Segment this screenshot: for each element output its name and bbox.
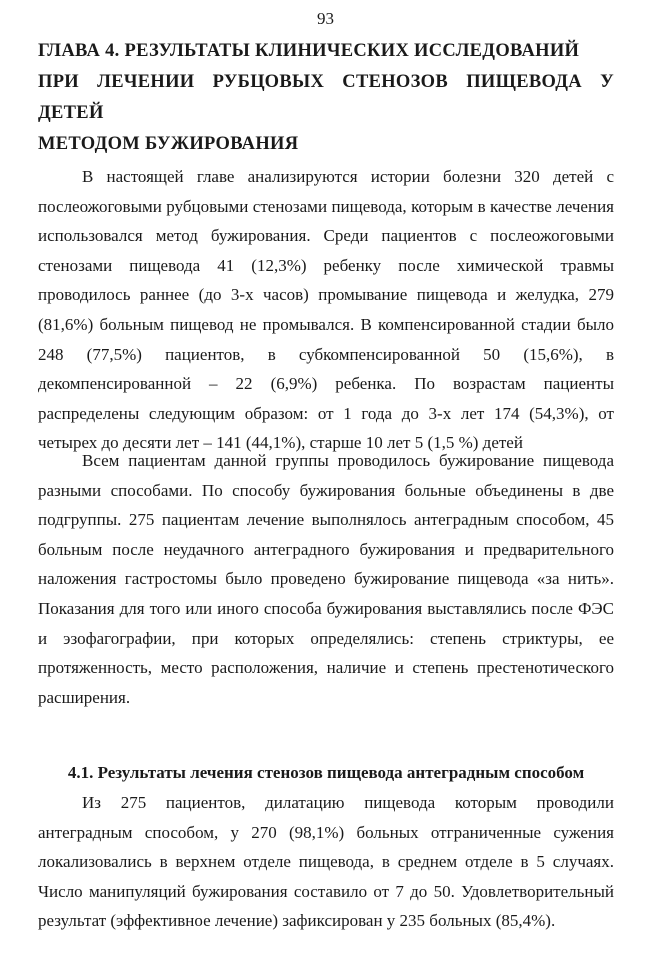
methods-text-block: [38, 446, 614, 712]
paragraph-intro: В настоящей главе анализируются истории болезни 320 детей с послеожоговыми рубцовыми стенозами пищевода, которым в качестве лечения использовался метод бужирования. Среди пациентов с послеожоговыми стенозами пищевода 41 (12,3%) ребенку после химической травмы проводилось раннее (до 3-х часов) промывание пищевода и желудка, 279 (81,6%) больным пищевод не промывался. В компенсированной стадии было 248 (77,5%) пациентов, в субкомпенсированной 50 (15,6%), в декомпенсированной – 22 (6,9%) ребенка. По возрастам пациенты распределены следующим образом: от 1 года до 3-х лет 174 (54,3%), от четырех до десяти лет – 141 (44,1%), старше 10 лет 5 (1,5 %) детей: [38, 167, 614, 453]
page-number: 93: [317, 9, 334, 28]
chapter-title-line-1: ГЛАВА 4. РЕЗУЛЬТАТЫ КЛИНИЧЕСКИХ ИССЛЕДОВАНИЙ: [38, 41, 580, 61]
intro-text-block: [38, 162, 614, 458]
section-text-block: [38, 788, 614, 936]
chapter-title-line-3: МЕТОДОМ БУЖИРОВАНИЯ: [38, 134, 299, 154]
chapter-title-line-2: ПРИ ЛЕЧЕНИИ РУБЦОВЫХ СТЕНОЗОВ ПИЩЕВОДА У ДЕТЕЙ: [38, 72, 614, 123]
section-heading: 4.1. Результаты лечения стенозов пищевода антеградным способом: [67, 763, 585, 782]
paragraph-section-results: Из 275 пациентов, дилатацию пищевода которым проводили антеградным способом, у 270 (98,1%) больных отграниченные сужения локализовались в верхнем отделе пищевода, в среднем отделе в 5 случаях. Число манипуляций бужирования составило от 7 до 50. Удовлетворительный результат (эффективное лечение) зафиксирован у 235 больных (85,4%).: [38, 793, 614, 931]
paragraph-methods: Всем пациентам данной группы проводилось бужирование пищевода разными способами. По способу бужирования больные объединены в две подгруппы. 275 пациентам лечение выполнялось антеградным способом, 45 больным после неудачного антеградного бужирования и предварительного наложения гастростомы было проведено бужирование пищевода «за нить». Показания для того или иного способа бужирования выставлялись после ФЭС и эзофагографии, при которых определялись: степень стриктуры, ее протяженность, место расположения, наличие и степень престенотического расширения.: [38, 451, 614, 707]
chapter-title: [38, 36, 614, 160]
